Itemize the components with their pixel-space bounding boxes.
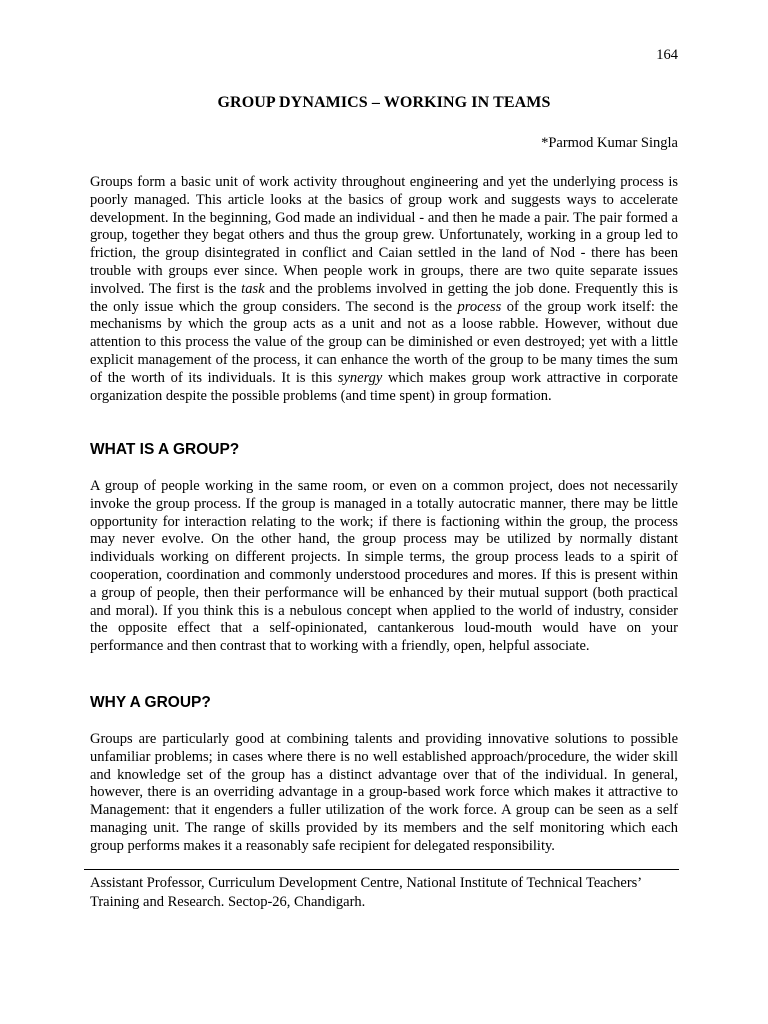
- intro-text-3: of the group work itself: the mechanisms by which the group acts as a unit and not as a loose rabble. However, without due attention to this process the value of the group can be diminished or even destroyed; yet with a little explicit management of the process, it can enhance the worth of the group to be many times the sum of the worth of its individuals. It is this: [90, 298, 678, 386]
- section-why-a-group-paragraph: Groups are particularly good at combining talents and providing innovative solutions to possible unfamiliar problems; in cases where there is no well established approach/procedure, the wider skill and knowledge set of the group has a distinct advantage over that of the individual. In general, however, there is an overriding advantage in a group-based work force which makes it attractive to Management: that it engenders a fuller utilization of the work force. A group can be seen as a self managing unit. The range of skills provided by its members and the self monitoring which each group performs makes it a reasonably safe recipient for delegated responsibility.: [90, 731, 678, 854]
- intro-text-2: and the problems involved in getting the job done. Frequently this is the only issue which the group considers. The second is the: [90, 280, 678, 315]
- intro-emphasis-process: process: [457, 298, 502, 315]
- section-heading-why-a-group: WHY A GROUP?: [90, 694, 211, 711]
- intro-emphasis-synergy: synergy: [337, 369, 383, 386]
- intro-emphasis-task: task: [241, 280, 265, 297]
- section-what-is-a-group-paragraph: A group of people working in the same room, or even on a common project, does not necessarily invoke the group process. If the group is managed in a totally autocratic manner, there may be little opportunity for interaction relating to the work; if there is factioning within the group, the process may never evolve. On the other hand, the group process may be utilized by normally distant individuals working on different projects. In simple terms, the group process leads to a spirit of cooperation, coordination and commonly understood procedures and mores. If this is present within a group of people, then their performance will be enhanced by their mutual support (both practical and moral). If you think this is a nebulous concept when applied to the world of industry, consider the opposite effect that a self-opinionated, cantankerous loud-mouth would have on your performance and then contrast that to working with a friendly, open, helpful associate.: [90, 478, 678, 655]
- section-heading-what-is-a-group: WHAT IS A GROUP?: [90, 441, 240, 458]
- intro-text-1: Groups form a basic unit of work activity throughout engineering and yet the underlying process is poorly managed. This article looks at the basics of group work and suggests ways to accelerate development. In the beginning, God made an individual - and then he made a pair. The pair formed a group, together they begat others and thus the group grew. Unfortunately, working in a group led to friction, the group disintegrated in conflict and Caian settled in the land of Nod - there has been trouble with groups ever since. When people work in groups, there are two quite separate issues involved. The first is the: [90, 174, 678, 297]
- intro-text-4: which makes group work attractive in corporate organization despite the possible problems (and time spent) in group formation.: [90, 369, 678, 404]
- author-name: *Parmod Kumar Singla: [541, 135, 678, 151]
- page-number: 164: [656, 47, 678, 63]
- footnote: Assistant Professor, Curriculum Development Centre, National Institute of Technical Teachers’ Training and Research. Sectop-26, Chandigarh.: [90, 875, 642, 910]
- article-title: GROUP DYNAMICS – WORKING IN TEAMS: [217, 94, 551, 111]
- footnote-divider: [84, 869, 679, 870]
- intro-paragraph: [90, 174, 678, 405]
